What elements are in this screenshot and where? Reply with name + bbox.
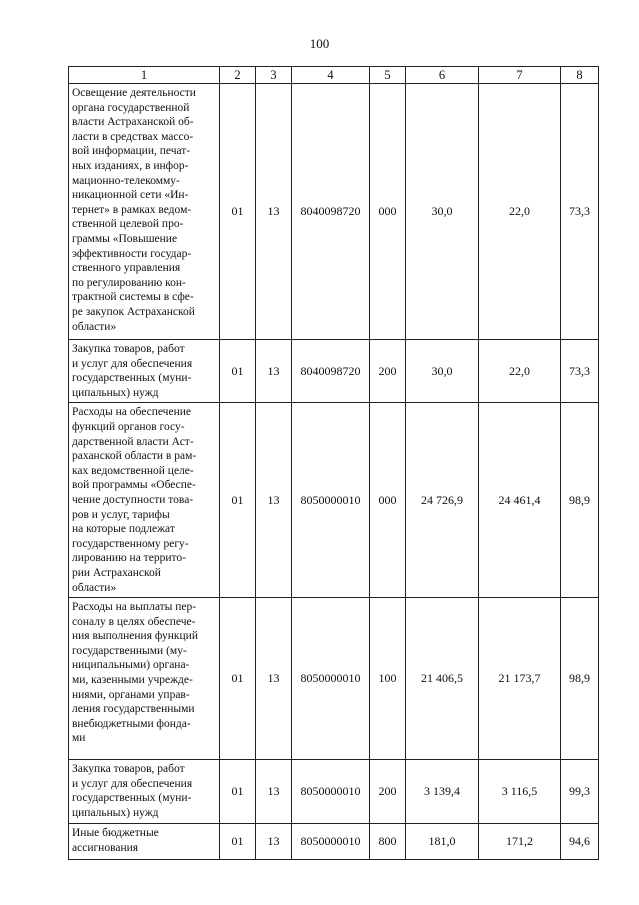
row-description: [69, 824, 220, 860]
expense-type-cell: 200: [370, 340, 406, 403]
section-code-cell: 01: [220, 403, 256, 598]
table-row: [69, 760, 599, 824]
row-description: [69, 760, 220, 824]
description-line: ми: [72, 732, 86, 745]
executed-amount-cell: 22,0: [479, 84, 561, 340]
description-line: ных изданиях, в инфор-: [72, 159, 189, 172]
description-line: по регулированию кон-: [72, 276, 186, 289]
subsection-code-cell: 13: [256, 760, 292, 824]
description-line: органа государственной: [72, 101, 190, 114]
subsection-code-cell: 13: [256, 824, 292, 860]
description-line: ми, казенными учрежде-: [72, 674, 193, 687]
description-line: государственных (муни-: [72, 792, 192, 805]
subsection-code-cell: 13: [256, 598, 292, 760]
description-line: мационно-телекомму-: [72, 174, 180, 187]
column-header: 2: [220, 67, 256, 84]
row-description: [69, 598, 220, 760]
description-line: ципальных) нужд: [72, 386, 159, 399]
description-line: ственного управления: [72, 262, 181, 275]
description-line: тернет» в рамках ведом-: [72, 203, 192, 216]
planned-amount-cell: 3 139,4: [406, 760, 479, 824]
section-code-cell: 01: [220, 824, 256, 860]
percent-cell: 73,3: [561, 84, 599, 340]
expense-type-cell: 000: [370, 84, 406, 340]
description-line: рии Астраханской: [72, 566, 161, 579]
target-article-cell: 8050000010: [292, 598, 370, 760]
target-article-cell: 8050000010: [292, 760, 370, 824]
description-line: лированию на террито-: [72, 552, 186, 565]
section-code-cell: 01: [220, 340, 256, 403]
row-description: [69, 340, 220, 403]
executed-amount-cell: 22,0: [479, 340, 561, 403]
description-line: вой информации, печат-: [72, 145, 191, 158]
column-header: 5: [370, 67, 406, 84]
description-line: эффективности государ-: [72, 247, 192, 260]
description-line: ассигнования: [72, 841, 139, 854]
executed-amount-cell: 3 116,5: [479, 760, 561, 824]
description-line: Расходы на выплаты пер-: [72, 601, 197, 614]
description-line: внебюджетными фонда-: [72, 717, 191, 730]
planned-amount-cell: 181,0: [406, 824, 479, 860]
target-article-cell: 8050000010: [292, 403, 370, 598]
description-line: ления государственными: [72, 703, 195, 716]
description-line: чение доступности това-: [72, 493, 194, 506]
description-line: Закупка товаров, работ: [72, 343, 185, 355]
subsection-code-cell: 13: [256, 340, 292, 403]
expense-type-cell: 100: [370, 598, 406, 760]
percent-cell: 99,3: [561, 760, 599, 824]
target-article-cell: 8040098720: [292, 84, 370, 340]
target-article-cell: 8050000010: [292, 824, 370, 860]
description-line: никационной сети «Ин-: [72, 189, 189, 202]
percent-cell: 98,9: [561, 403, 599, 598]
description-line: области»: [72, 581, 117, 594]
section-code-cell: 01: [220, 84, 256, 340]
column-header: 4: [292, 67, 370, 84]
description-line: ров и услуг, тарифы: [72, 508, 170, 521]
description-line: государственных (муни-: [72, 372, 192, 385]
description-line: Иные бюджетные: [72, 827, 159, 840]
table-row: [69, 824, 599, 860]
executed-amount-cell: 171,2: [479, 824, 561, 860]
description-line: области»: [72, 320, 117, 333]
description-line: государственному регу-: [72, 537, 189, 550]
description-line: ре закупок Астраханской: [72, 305, 195, 318]
description-line: ципальных) нужд: [72, 806, 159, 819]
planned-amount-cell: 30,0: [406, 340, 479, 403]
row-description: [69, 403, 220, 598]
description-line: на которые подлежат: [72, 523, 175, 536]
description-line: ласти в средствах массо-: [72, 130, 194, 143]
column-header: 8: [561, 67, 599, 84]
subsection-code-cell: 13: [256, 84, 292, 340]
description-line: и услуг для обеспечения: [72, 357, 193, 370]
description-line: и услуг для обеспечения: [72, 777, 193, 790]
section-code-cell: 01: [220, 598, 256, 760]
executed-amount-cell: 21 173,7: [479, 598, 561, 760]
executed-amount-cell: 24 461,4: [479, 403, 561, 598]
planned-amount-cell: 24 726,9: [406, 403, 479, 598]
table-row: [69, 340, 599, 403]
planned-amount-cell: 21 406,5: [406, 598, 479, 760]
column-header: 6: [406, 67, 479, 84]
description-line: ния выполнения функций: [72, 630, 198, 643]
description-line: граммы «Повышение: [72, 232, 178, 245]
expense-type-cell: 800: [370, 824, 406, 860]
table-row: [69, 598, 599, 760]
column-header: 1: [69, 67, 220, 84]
description-line: раханской области в рам-: [72, 450, 197, 463]
budget-table: [68, 66, 599, 860]
table-row: [69, 84, 599, 340]
expense-type-cell: 000: [370, 403, 406, 598]
description-line: Освещение деятельности: [72, 87, 196, 99]
header-row: [69, 67, 599, 84]
percent-cell: 98,9: [561, 598, 599, 760]
description-line: функций органов госу-: [72, 420, 185, 433]
column-header: 3: [256, 67, 292, 84]
target-article-cell: 8040098720: [292, 340, 370, 403]
expense-type-cell: 200: [370, 760, 406, 824]
description-line: ках ведомственной целе-: [72, 464, 194, 477]
row-description: [69, 84, 220, 340]
description-line: ственной целевой про-: [72, 218, 184, 231]
description-line: трактной системы в сфе-: [72, 291, 194, 304]
description-line: власти Астраханской об-: [72, 116, 194, 129]
percent-cell: 73,3: [561, 340, 599, 403]
description-line: государственными (му-: [72, 644, 187, 657]
description-line: Закупка товаров, работ: [72, 763, 185, 776]
description-line: ниями, органами управ-: [72, 688, 190, 701]
description-line: Расходы на обеспечение: [72, 406, 191, 419]
table-row: [69, 403, 599, 598]
section-code-cell: 01: [220, 760, 256, 824]
page-number: 100: [309, 36, 330, 51]
description-line: дарственной власти Аст-: [72, 435, 194, 448]
percent-cell: 94,6: [561, 824, 599, 860]
column-header: 7: [479, 67, 561, 84]
planned-amount-cell: 30,0: [406, 84, 479, 340]
description-line: ниципальными) органа-: [72, 659, 190, 672]
description-line: вой программы «Обеспе-: [72, 479, 196, 492]
description-line: соналу в целях обеспече-: [72, 615, 196, 628]
subsection-code-cell: 13: [256, 403, 292, 598]
